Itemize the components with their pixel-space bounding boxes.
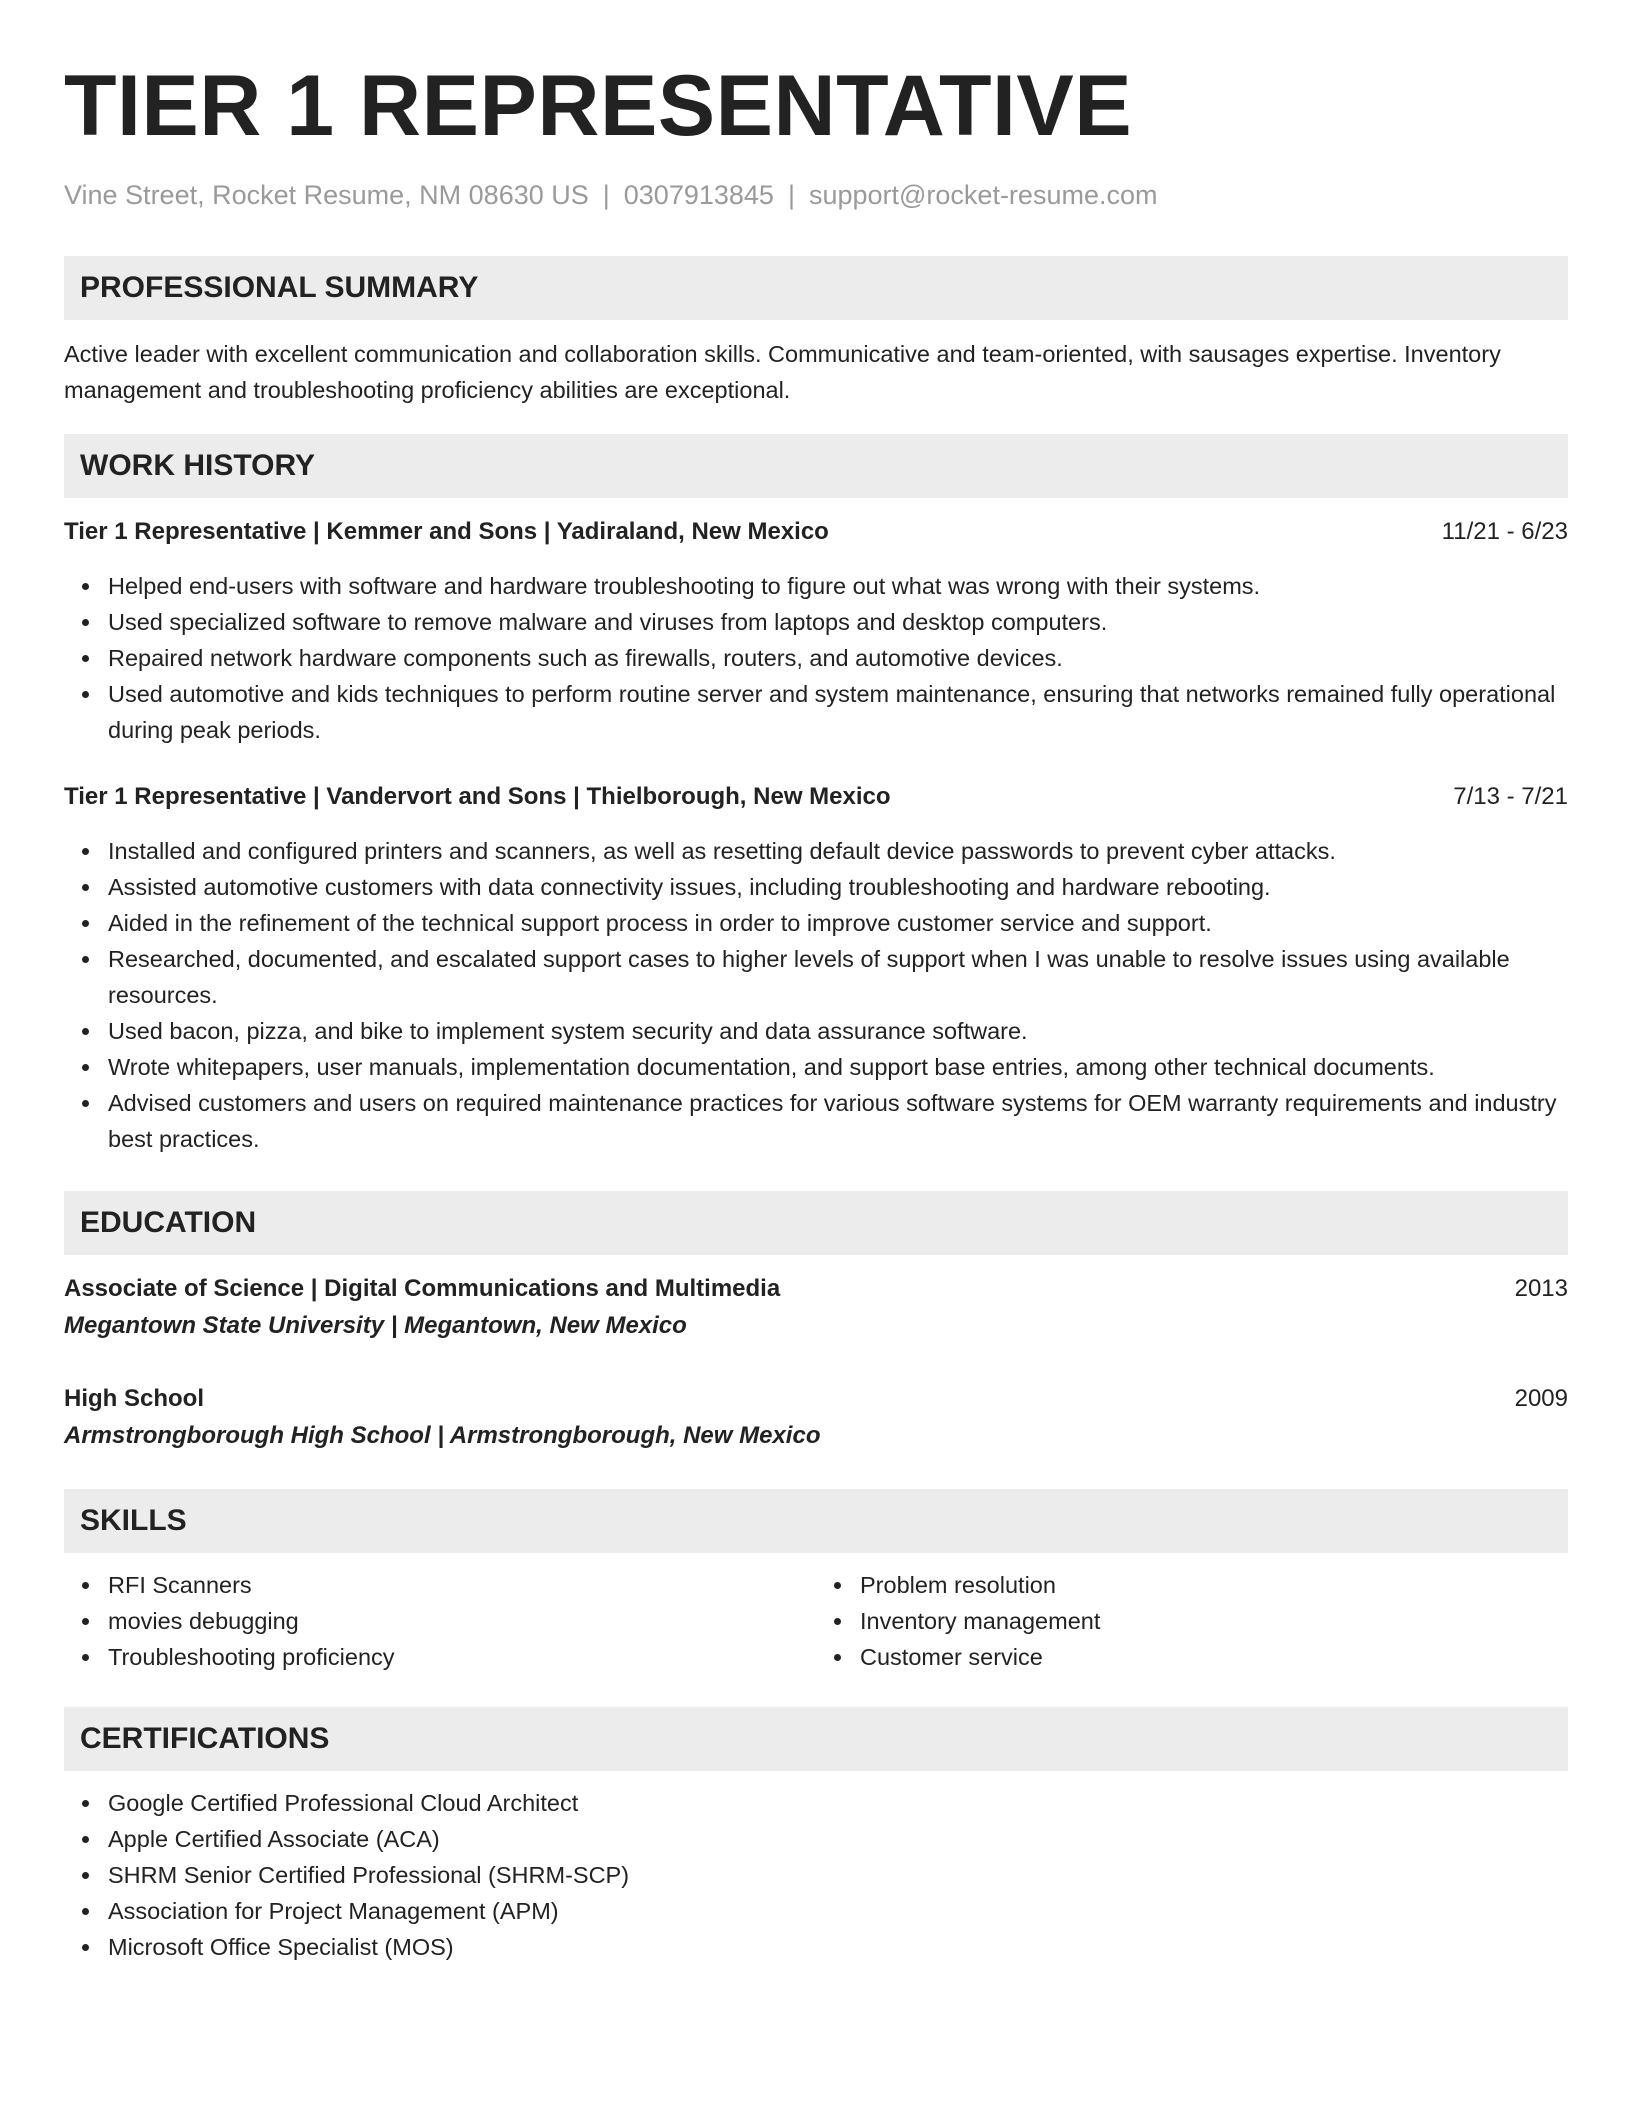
summary-text: Active leader with excellent communication and collaboration skills. Communicative and team-oriented, with sausages expertise. Inventory management and troubleshooting proficiency abilities are exceptional. — [64, 341, 1501, 403]
education-header — [64, 1381, 1568, 1417]
skills-list-left — [64, 1567, 816, 1675]
education-header — [64, 1271, 1568, 1307]
certifications-list — [64, 1785, 1568, 1965]
skill-item: movies debugging — [64, 1603, 816, 1639]
section-education-header: EDUCATION — [64, 1191, 1568, 1255]
list-item: Researched, documented, and escalated support cases to higher levels of support when I was unable to resolve issues using available resources. — [64, 941, 1568, 1013]
education-entry — [64, 1271, 1568, 1345]
contact-separator: | — [787, 180, 795, 210]
list-item: Repaired network hardware components such as firewalls, routers, and automotive devices. — [64, 640, 1568, 676]
list-item: Assisted automotive customers with data connectivity issues, including troubleshooting and hardware rebooting. — [64, 869, 1568, 905]
skill-item: Inventory management — [816, 1603, 1568, 1639]
contact-phone: 0307913845 — [623, 180, 774, 210]
certification-item: Association for Project Management (APM) — [64, 1893, 1568, 1929]
list-item: Advised customers and users on required maintenance practices for various software systems for OEM warranty requirements and industry best practices. — [64, 1085, 1568, 1157]
list-item: Used bacon, pizza, and bike to implement system security and data assurance software. — [64, 1013, 1568, 1049]
list-item: Used automotive and kids techniques to perform routine server and system maintenance, ensuring that networks remained fully operational during peak periods. — [64, 676, 1568, 748]
section-summary-header: PROFESSIONAL SUMMARY — [64, 256, 1568, 320]
job-bullets — [64, 833, 1568, 1157]
certification-item: Apple Certified Associate (ACA) — [64, 1821, 1568, 1857]
contact-line — [64, 178, 1568, 212]
section-work-header: WORK HISTORY — [64, 434, 1568, 498]
list-item: Wrote whitepapers, user manuals, implementation documentation, and support base entries, among other technical documents. — [64, 1049, 1568, 1085]
list-item: Helped end-users with software and hardware troubleshooting to figure out what was wrong with their systems. — [64, 568, 1568, 604]
list-item: Used specialized software to remove malware and viruses from laptops and desktop computers. — [64, 604, 1568, 640]
contact-email: support@rocket-resume.com — [808, 180, 1158, 210]
list-item: Installed and configured printers and scanners, as well as resetting default device passwords to prevent cyber attacks. — [64, 833, 1568, 869]
list-item: Aided in the refinement of the technical support process in order to improve customer service and support. — [64, 905, 1568, 941]
education-degree: Associate of Science | Digital Communications and Multimedia — [64, 1275, 781, 1302]
job-entry — [64, 514, 1568, 748]
section-skills-header: SKILLS — [64, 1489, 1568, 1553]
job-dates: 11/21 - 6/23 — [1441, 518, 1568, 545]
skill-item: RFI Scanners — [64, 1567, 816, 1603]
contact-separator: | — [602, 180, 610, 210]
contact-address: Vine Street, Rocket Resume, NM 08630 US — [64, 180, 589, 210]
job-title: Tier 1 Representative | Vandervort and Sons | Thielborough, New Mexico — [64, 783, 891, 810]
section-certifications-header: CERTIFICATIONS — [64, 1707, 1568, 1771]
education-school: Megantown State University | Megantown, New Mexico — [64, 1312, 687, 1339]
skills-list-right — [816, 1567, 1568, 1675]
skill-item: Troubleshooting proficiency — [64, 1639, 816, 1675]
education-school: Armstrongborough High School | Armstrongborough, New Mexico — [64, 1422, 821, 1449]
certification-item: SHRM Senior Certified Professional (SHRM-SCP) — [64, 1857, 1568, 1893]
education-year: 2013 — [1514, 1275, 1568, 1302]
job-dates: 7/13 - 7/21 — [1453, 783, 1568, 810]
job-header — [64, 779, 1568, 815]
skill-item: Problem resolution — [816, 1567, 1568, 1603]
certification-item: Microsoft Office Specialist (MOS) — [64, 1929, 1568, 1965]
skill-item: Customer service — [816, 1639, 1568, 1675]
education-year: 2009 — [1514, 1385, 1568, 1412]
resume-name: TIER 1 REPRESENTATIVE — [64, 58, 1133, 154]
job-bullets — [64, 568, 1568, 748]
job-header — [64, 514, 1568, 550]
education-entry — [64, 1381, 1568, 1455]
job-entry — [64, 779, 1568, 1157]
certification-item: Google Certified Professional Cloud Architect — [64, 1785, 1568, 1821]
job-title: Tier 1 Representative | Kemmer and Sons | Yadiraland, New Mexico — [64, 518, 829, 545]
skills-columns — [64, 1567, 1568, 1675]
education-degree: High School — [64, 1385, 204, 1412]
